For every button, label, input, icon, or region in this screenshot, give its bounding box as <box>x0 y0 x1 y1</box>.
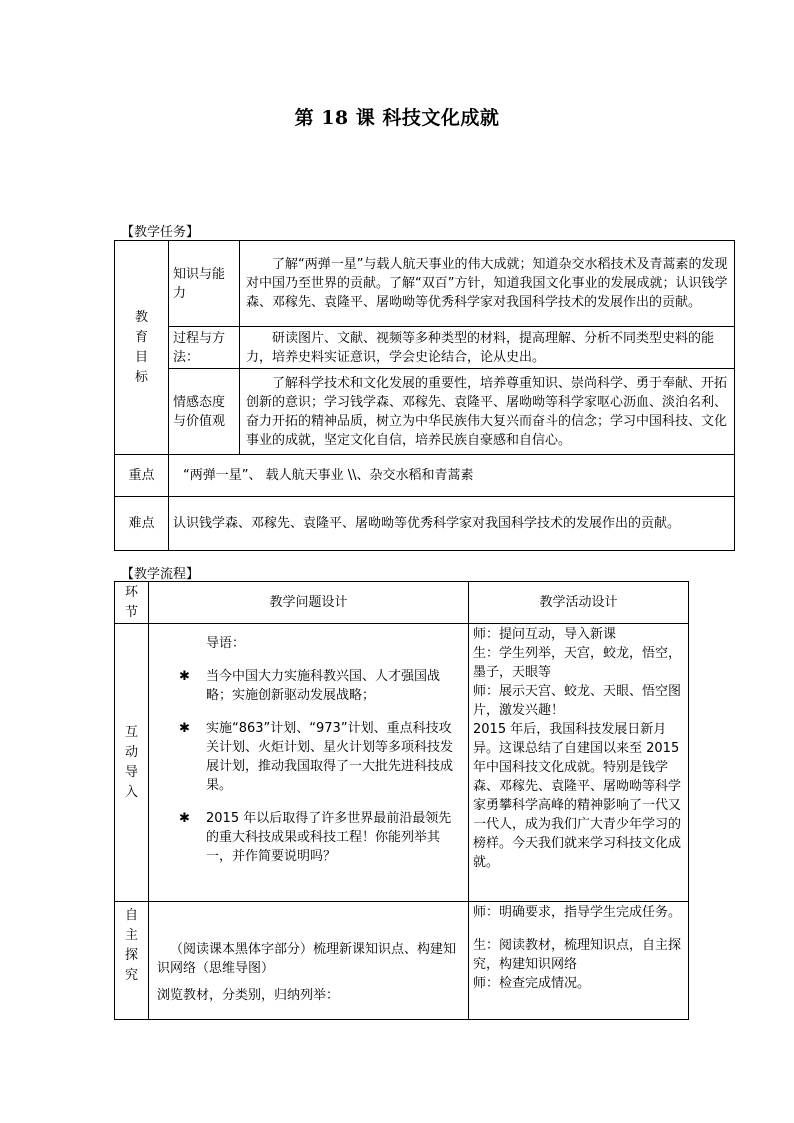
key-points-text: “两弹一星”、 载人航天事业 \\、杂交水稻和青蒿素 <box>169 455 735 497</box>
task-table <box>114 240 735 551</box>
activity-line: 生：学生列举，天宫，蛟龙，悟空，墨子，天眼等 <box>473 646 682 680</box>
goal-label-process: 过程与方法： <box>169 327 240 369</box>
explore-paragraph: 浏览教材，分类别，归纳列举： <box>157 988 340 1003</box>
goals-heading: 教 育 目 标 <box>115 241 169 455</box>
flow-section-label: 【教学流程】 <box>121 567 200 582</box>
header-question-design: 教学问题设计 <box>149 582 469 624</box>
goal-text-knowledge: 了解“两弹一星”与载人航天事业的伟大成就；知道杂交水稻技术及青蒿素的发现对中国乃至世界的贡献。了解“双百”方针，知道我国文化事业的发展成就；认识钱学森、邓稼先、袁隆平、屠呦呦等优秀科学家对我国科学技术的发展作出的贡献。 <box>240 241 735 327</box>
task-section-label: 【教学任务】 <box>121 225 200 240</box>
key-points-label: 重点 <box>115 455 169 497</box>
difficulty-text: 认识钱学森、邓稼先、袁隆平、屠呦呦等优秀科学家对我国科学技术的发展作出的贡献。 <box>169 497 735 551</box>
activity-line: 2015 年后，我国科技发展日新月异。这课总结了自建国以来至 2015 年中国科技文化成就。特别是钱学森、邓稼先、袁隆平、屠呦呦等科学家勇攀科学高峰的精神影响了一代又一代人，成为我们广大青少年学习的榜样。今天我们就来学习科技文化成就。 <box>473 722 682 870</box>
intro-question-cell <box>149 624 469 902</box>
difficulty-label: 难点 <box>115 497 169 551</box>
intro-bullet-list <box>153 667 458 866</box>
intro-lead: 导语： <box>206 636 246 651</box>
list-item: ✱ 当今中国大力实施科教兴国、人才强国战略；实施创新驱动发展战略； <box>179 669 441 703</box>
activity-line: 师：提问互动，导入新课 <box>473 627 617 642</box>
asterisk-bullet-icon: ✱ <box>179 721 190 736</box>
activity-line: 师：明确要求，指导学生完成任务。 <box>473 905 682 920</box>
explore-activity-cell <box>469 902 689 1020</box>
header-stage: 环节 <box>115 582 149 624</box>
stage-interactive-intro: 互 动 导 入 <box>115 624 149 902</box>
activity-line: 师：检查完成情况。 <box>473 976 591 991</box>
intro-activity-cell <box>469 624 689 902</box>
activity-line: 师：展示天宫、蛟龙、天眼、悟空图片，激发兴趣！ <box>473 684 682 718</box>
asterisk-bullet-icon: ✱ <box>179 811 190 826</box>
asterisk-bullet-icon: ✱ <box>179 669 190 684</box>
list-item: ✱ 2015 年以后取得了许多世界最前沿最领先的重大科技成果或科技工程！你能列举其一，并作简要说明吗？ <box>179 811 452 864</box>
explore-paragraph: （阅读课本黑体字部分）梳理新课知识点、构建知识网络（思维导图） <box>157 942 457 976</box>
header-activity-design: 教学活动设计 <box>469 582 689 624</box>
page-title: 第 18 课 科技文化成就 <box>294 107 500 129</box>
goal-label-knowledge: 知识与能力 <box>169 241 240 327</box>
activity-line: 生：阅读教材，梳理知识点，自主探究，构建知识网络 <box>473 938 682 972</box>
flow-table <box>114 581 689 1020</box>
goal-label-attitude: 情感态度与价值观 <box>169 369 240 455</box>
goal-text-process: 研读图片、文献、视频等多种类型的材料，提高理解、分析不同类型史料的能力，培养史料实证意识，学会史论结合，论从史出。 <box>240 327 735 369</box>
explore-question-cell <box>149 902 469 1020</box>
goal-text-attitude: 了解科学技术和文化发展的重要性，培养尊重知识、崇尚科学、勇于奉献、开拓创新的意识；学习钱学森、邓稼先、袁隆平、屠呦呦等科学家呕心沥血、淡泊名利、奋力开拓的精神品质，树立为中华民族伟大复兴而奋斗的信念；学习中国科技、文化事业的成就，坚定文化自信，培养民族自豪感和自信心。 <box>240 369 735 455</box>
stage-self-explore: 自 主 探 究 <box>115 902 149 1020</box>
list-item: ✱ 实施“863”计划、“973”计划、重点科技攻关计划、火炬计划、星火计划等多项科技发展计划，推动我国取得了一大批先进科技成果。 <box>179 721 454 793</box>
